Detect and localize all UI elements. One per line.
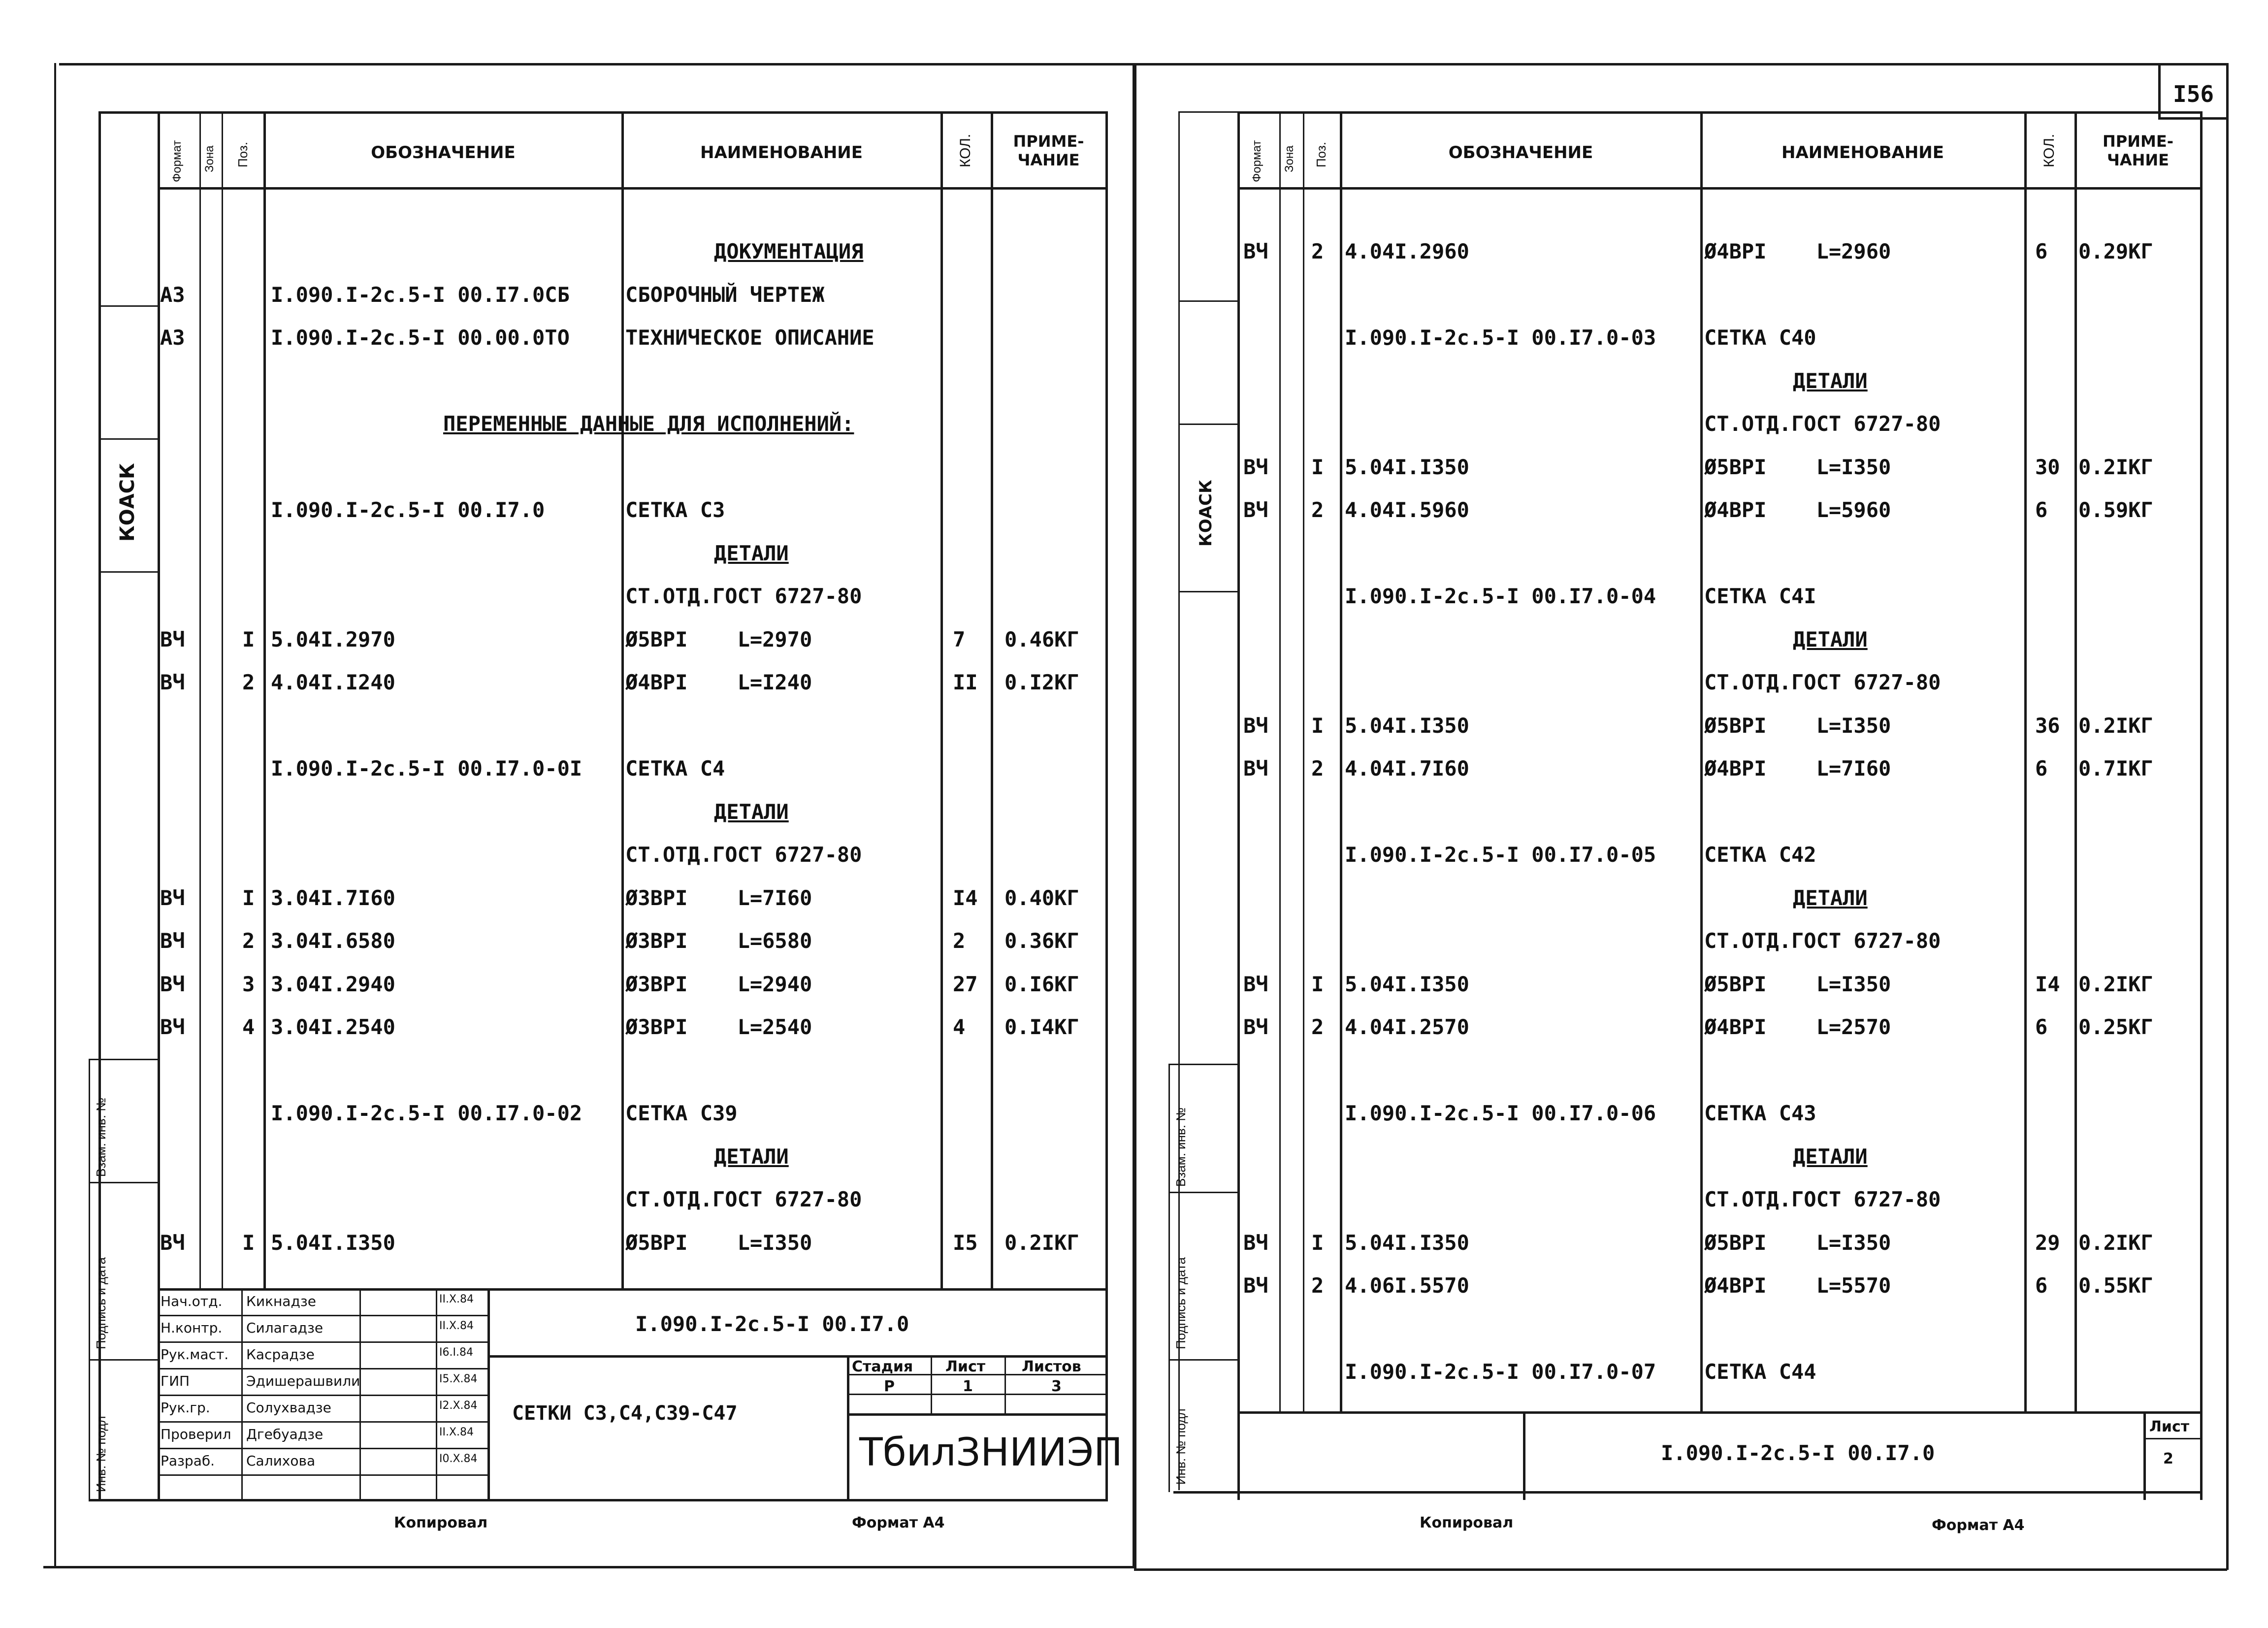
designation-cell: I.090.I-2с.5-I 00.I7.0СБ xyxy=(271,282,570,307)
name-cell: Ø3ВРI L=6580 xyxy=(625,929,812,953)
name-cell: СТ.ОТД.ГОСТ 6727-80 xyxy=(1704,412,1941,436)
stamp-date: I0.X.84 xyxy=(439,1453,478,1465)
name-cell: Ø3ВРI L=2540 xyxy=(625,1015,812,1039)
name-cell: СЕТКА С3 xyxy=(625,498,725,522)
quantity-cell: 7 xyxy=(953,627,966,651)
stamp-date: II.X.84 xyxy=(439,1426,474,1438)
note-cell: 0.2IКГ xyxy=(2078,1230,2153,1255)
header-designation: ОБОЗНАЧЕНИЕ xyxy=(1448,143,1593,163)
quantity-cell: 6 xyxy=(2035,1273,2048,1298)
stamp-person: Салихова xyxy=(246,1453,316,1469)
format-cell: А3 xyxy=(160,282,185,307)
designation-cell: I.090.I-2с.5-I 00.I7.0-02 xyxy=(271,1101,583,1125)
designation-cell: 5.04I.I350 xyxy=(1345,972,1469,996)
format-cell: ВЧ xyxy=(160,1015,185,1039)
side-field-inv: Инв. № подл xyxy=(1173,1408,1188,1485)
right-sheet xyxy=(1134,0,2268,1628)
name-cell: Ø5ВРI L=2970 xyxy=(625,627,812,651)
designation-cell: 4.06I.5570 xyxy=(1345,1273,1469,1298)
header-zone: Зона xyxy=(203,145,216,172)
name-cell: СТ.ОТД.ГОСТ 6727-80 xyxy=(1704,670,1941,694)
designation-cell: 4.04I.5960 xyxy=(1345,498,1469,522)
stamp-role: Проверил xyxy=(161,1426,231,1442)
designation-cell: 5.04I.I350 xyxy=(1345,1230,1469,1255)
name-cell: Ø5ВРI L=I350 xyxy=(1704,1230,1891,1255)
quantity-cell: I4 xyxy=(953,885,978,910)
stamp-role: Нач.отд. xyxy=(161,1293,223,1309)
header-note-2: ЧАНИЕ xyxy=(2106,151,2170,169)
position-cell: I xyxy=(1311,1230,1324,1255)
stamp-date: II.X.84 xyxy=(439,1293,474,1305)
stamp-title: СЕТКИ С3,С4,С39-С47 xyxy=(512,1402,738,1425)
name-cell: СЕТКА С42 xyxy=(1704,843,1816,867)
stamp-person: Солухвадзе xyxy=(246,1400,331,1416)
stamp-date: I6.I.84 xyxy=(439,1346,473,1359)
stamp-sheet: 1 xyxy=(963,1378,973,1395)
stamp-code: I.090.I-2с.5-I 00.I7.0 xyxy=(1661,1441,1935,1465)
note-cell: 0.29КГ xyxy=(2078,239,2153,263)
quantity-cell: 2 xyxy=(953,929,966,953)
designation-cell: 3.04I.6580 xyxy=(271,929,395,953)
designation-cell: 4.04I.7I60 xyxy=(1345,756,1469,781)
position-cell: 2 xyxy=(1311,1015,1324,1039)
designation-cell: 4.04I.I240 xyxy=(271,670,395,694)
name-cell: ДЕТАЛИ xyxy=(714,541,789,565)
name-cell: Ø4ВРI L=5960 xyxy=(1704,498,1891,522)
name-cell: СТ.ОТД.ГОСТ 6727-80 xyxy=(625,843,862,867)
designation-cell: 3.04I.2540 xyxy=(271,1015,395,1039)
position-cell: 2 xyxy=(242,929,255,953)
stamp-date: II.X.84 xyxy=(439,1320,474,1332)
header-name: НАИМЕНОВАНИЕ xyxy=(1781,143,1944,163)
quantity-cell: 30 xyxy=(2035,455,2060,479)
side-label: КОАСК xyxy=(116,463,139,542)
position-cell: I xyxy=(1311,972,1324,996)
name-cell: СТ.ОТД.ГОСТ 6727-80 xyxy=(1704,929,1941,953)
stamp-sheet-label: Лист xyxy=(945,1358,986,1375)
footer-format: Формат А4 xyxy=(1932,1517,2025,1534)
name-cell: ДЕТАЛИ xyxy=(714,1144,789,1169)
designation-cell: I.090.I-2с.5-I 00.I7.0-07 xyxy=(1345,1360,1656,1384)
designation-cell: I.090.I-2с.5-I 00.I7.0-04 xyxy=(1345,584,1656,608)
quantity-cell: I4 xyxy=(2035,972,2060,996)
position-cell: 2 xyxy=(242,670,255,694)
header-note-1: ПРИМЕ- xyxy=(1013,132,1084,151)
footer-format: Формат А4 xyxy=(852,1514,945,1531)
position-cell: I xyxy=(242,1230,255,1255)
name-cell: СЕТКА С43 xyxy=(1704,1101,1816,1125)
footer-copied: Копировал xyxy=(394,1514,488,1531)
name-cell: Ø3ВРI L=2940 xyxy=(625,972,812,996)
quantity-cell: II xyxy=(953,670,978,694)
name-cell: СЕТКА С4 xyxy=(625,756,725,781)
position-cell: I xyxy=(242,627,255,651)
note-cell: 0.55КГ xyxy=(2078,1273,2153,1298)
designation-cell: I.090.I-2с.5-I 00.I7.0-06 xyxy=(1345,1101,1656,1125)
name-cell: СБОРОЧНЫЙ ЧЕРТЕЖ xyxy=(625,282,825,307)
format-cell: ВЧ xyxy=(160,1230,185,1255)
format-cell: ВЧ xyxy=(1243,972,1268,996)
quantity-cell: I5 xyxy=(953,1230,978,1255)
format-cell: ВЧ xyxy=(160,972,185,996)
stamp-stage: Р xyxy=(884,1378,895,1395)
quantity-cell: 6 xyxy=(2035,239,2048,263)
format-cell: ВЧ xyxy=(1243,713,1268,738)
side-label: КОАСК xyxy=(1196,480,1216,547)
name-cell: СЕТКА С4I xyxy=(1704,584,1816,608)
designation-cell: 5.04I.I350 xyxy=(271,1230,395,1255)
header-qty: КОЛ. xyxy=(2041,133,2057,167)
header-name: НАИМЕНОВАНИЕ xyxy=(700,143,863,163)
side-field-replace: Взам. инв. № xyxy=(1173,1107,1188,1187)
header-note-2: ЧАНИЕ xyxy=(1017,151,1080,169)
designation-cell: 5.04I.I350 xyxy=(1345,713,1469,738)
stamp-role: Рук.маст. xyxy=(161,1346,229,1363)
stamp-org: ТбилЗНИИЭП xyxy=(859,1431,1123,1475)
stamp-code: I.090.I-2с.5-I 00.I7.0 xyxy=(635,1312,909,1336)
name-cell: ДЕТАЛИ xyxy=(714,799,789,824)
format-cell: ВЧ xyxy=(1243,498,1268,522)
position-cell: 4 xyxy=(242,1015,255,1039)
designation-cell: 5.04I.2970 xyxy=(271,627,395,651)
note-cell: 0.I2КГ xyxy=(1004,670,1079,694)
position-cell: 2 xyxy=(1311,239,1324,263)
name-cell: Ø3ВРI L=7I60 xyxy=(625,885,812,910)
page-number: I56 xyxy=(2173,81,2214,107)
note-cell: 0.36КГ xyxy=(1004,929,1079,953)
side-field-sign-date: Подпись и дата xyxy=(1173,1257,1188,1349)
designation-cell: I.090.I-2с.5-I 00.00.0ТО xyxy=(271,326,570,350)
format-cell: ВЧ xyxy=(160,627,185,651)
designation-cell: 3.04I.2940 xyxy=(271,972,395,996)
stamp-person: Кикнадзе xyxy=(246,1293,316,1309)
note-cell: 0.40КГ xyxy=(1004,885,1079,910)
name-cell: Ø4ВРI L=5570 xyxy=(1704,1273,1891,1298)
format-cell: ВЧ xyxy=(1243,1015,1268,1039)
header-format: Формат xyxy=(1250,140,1264,182)
format-cell: ВЧ xyxy=(160,885,185,910)
format-cell: ВЧ xyxy=(1243,756,1268,781)
stamp-date: I2.X.84 xyxy=(439,1400,478,1412)
position-cell: 2 xyxy=(1311,756,1324,781)
position-cell: I xyxy=(1311,455,1324,479)
name-cell: СЕТКА С40 xyxy=(1704,326,1816,350)
name-cell: ТЕХНИЧЕСКОЕ ОПИСАНИЕ xyxy=(625,326,875,350)
stamp-role: Н.контр. xyxy=(161,1320,223,1336)
name-cell: ДЕТАЛИ xyxy=(1793,885,1868,910)
format-cell: ВЧ xyxy=(1243,1230,1268,1255)
stamp-role: Разраб. xyxy=(161,1453,215,1469)
designation-cell: I.090.I-2с.5-I 00.I7.0-0I xyxy=(271,756,583,781)
name-cell: Ø4ВРI L=2960 xyxy=(1704,239,1891,263)
format-cell: ВЧ xyxy=(1243,455,1268,479)
name-cell: Ø4ВРI L=2570 xyxy=(1704,1015,1891,1039)
format-cell: ВЧ xyxy=(1243,239,1268,263)
quantity-cell: 4 xyxy=(953,1015,966,1039)
name-cell: СТ.ОТД.ГОСТ 6727-80 xyxy=(625,584,862,608)
stamp-person: Дгебуадзе xyxy=(246,1426,324,1442)
name-cell: Ø5ВРI L=I350 xyxy=(1704,713,1891,738)
designation-cell: 4.04I.2570 xyxy=(1345,1015,1469,1039)
footer-copied: Копировал xyxy=(1420,1514,1514,1531)
position-cell: I xyxy=(242,885,255,910)
quantity-cell: 6 xyxy=(2035,756,2048,781)
note-cell: 0.2IКГ xyxy=(2078,713,2153,738)
name-cell: ДОКУМЕНТАЦИЯ xyxy=(714,239,864,263)
designation-cell: ПЕРЕМЕННЫЕ ДАННЫЕ ДЛЯ ИСПОЛНЕНИЙ: xyxy=(443,412,854,436)
name-cell: Ø5ВРI L=I350 xyxy=(1704,455,1891,479)
note-cell: 0.I6КГ xyxy=(1004,972,1079,996)
quantity-cell: 36 xyxy=(2035,713,2060,738)
header-zone: Зона xyxy=(1283,145,1296,172)
stamp-role: ГИП xyxy=(161,1373,190,1389)
quantity-cell: 6 xyxy=(2035,498,2048,522)
quantity-cell: 29 xyxy=(2035,1230,2060,1255)
name-cell: Ø4ВРI L=I240 xyxy=(625,670,812,694)
position-cell: 2 xyxy=(1311,1273,1324,1298)
stamp-stage-label: Стадия xyxy=(852,1358,913,1375)
header-pos: Поз. xyxy=(1314,142,1328,167)
name-cell: Ø4ВРI L=7I60 xyxy=(1704,756,1891,781)
header-pos: Поз. xyxy=(235,142,250,167)
side-field-sign-date: Подпись и дата xyxy=(94,1257,108,1349)
name-cell: ДЕТАЛИ xyxy=(1793,368,1868,393)
name-cell: СЕТКА С44 xyxy=(1704,1360,1816,1384)
side-field-inv: Инв. № подл xyxy=(94,1416,108,1492)
note-cell: 0.I4КГ xyxy=(1004,1015,1079,1039)
note-cell: 0.2IКГ xyxy=(1004,1230,1079,1255)
name-cell: СЕТКА С39 xyxy=(625,1101,738,1125)
name-cell: ДЕТАЛИ xyxy=(1793,627,1868,651)
header-note-1: ПРИМЕ- xyxy=(2103,132,2173,151)
name-cell: ДЕТАЛИ xyxy=(1793,1144,1868,1169)
name-cell: Ø5ВРI L=I350 xyxy=(1704,972,1891,996)
stamp-sheets: 3 xyxy=(1051,1378,1062,1395)
header-designation: ОБОЗНАЧЕНИЕ xyxy=(371,143,516,163)
quantity-cell: 27 xyxy=(953,972,978,996)
format-cell: ВЧ xyxy=(160,670,185,694)
name-cell: Ø5ВРI L=I350 xyxy=(625,1230,812,1255)
note-cell: 0.7IКГ xyxy=(2078,756,2153,781)
stamp-person: Эдишерашвили xyxy=(246,1373,360,1389)
format-cell: ВЧ xyxy=(160,929,185,953)
note-cell: 0.46КГ xyxy=(1004,627,1079,651)
quantity-cell: 6 xyxy=(2035,1015,2048,1039)
designation-cell: I.090.I-2с.5-I 00.I7.0-03 xyxy=(1345,326,1656,350)
note-cell: 0.2IКГ xyxy=(2078,455,2153,479)
format-cell: ВЧ xyxy=(1243,1273,1268,1298)
stamp-sheet: 2 xyxy=(2163,1450,2173,1467)
position-cell: 3 xyxy=(242,972,255,996)
stamp-role: Рук.гр. xyxy=(161,1400,210,1416)
note-cell: 0.59КГ xyxy=(2078,498,2153,522)
designation-cell: I.090.I-2с.5-I 00.I7.0 xyxy=(271,498,545,522)
stamp-person: Силагадзе xyxy=(246,1320,324,1336)
name-cell: СТ.ОТД.ГОСТ 6727-80 xyxy=(625,1187,862,1211)
side-field-replace: Взам. инв. № xyxy=(94,1097,108,1177)
name-cell: СТ.ОТД.ГОСТ 6727-80 xyxy=(1704,1187,1941,1211)
stamp-sheets-label: Листов xyxy=(1022,1358,1081,1375)
header-format: Формат xyxy=(170,140,184,182)
stamp-date: I5.X.84 xyxy=(439,1373,478,1385)
position-cell: I xyxy=(1311,713,1324,738)
note-cell: 0.2IКГ xyxy=(2078,972,2153,996)
designation-cell: I.090.I-2с.5-I 00.I7.0-05 xyxy=(1345,843,1656,867)
designation-cell: 3.04I.7I60 xyxy=(271,885,395,910)
designation-cell: 5.04I.I350 xyxy=(1345,455,1469,479)
format-cell: А3 xyxy=(160,326,185,350)
header-qty: КОЛ. xyxy=(957,133,973,167)
note-cell: 0.25КГ xyxy=(2078,1015,2153,1039)
designation-cell: 4.04I.2960 xyxy=(1345,239,1469,263)
position-cell: 2 xyxy=(1311,498,1324,522)
stamp-sheet-label: Лист xyxy=(2149,1418,2190,1435)
stamp-person: Касрадзе xyxy=(246,1346,315,1363)
